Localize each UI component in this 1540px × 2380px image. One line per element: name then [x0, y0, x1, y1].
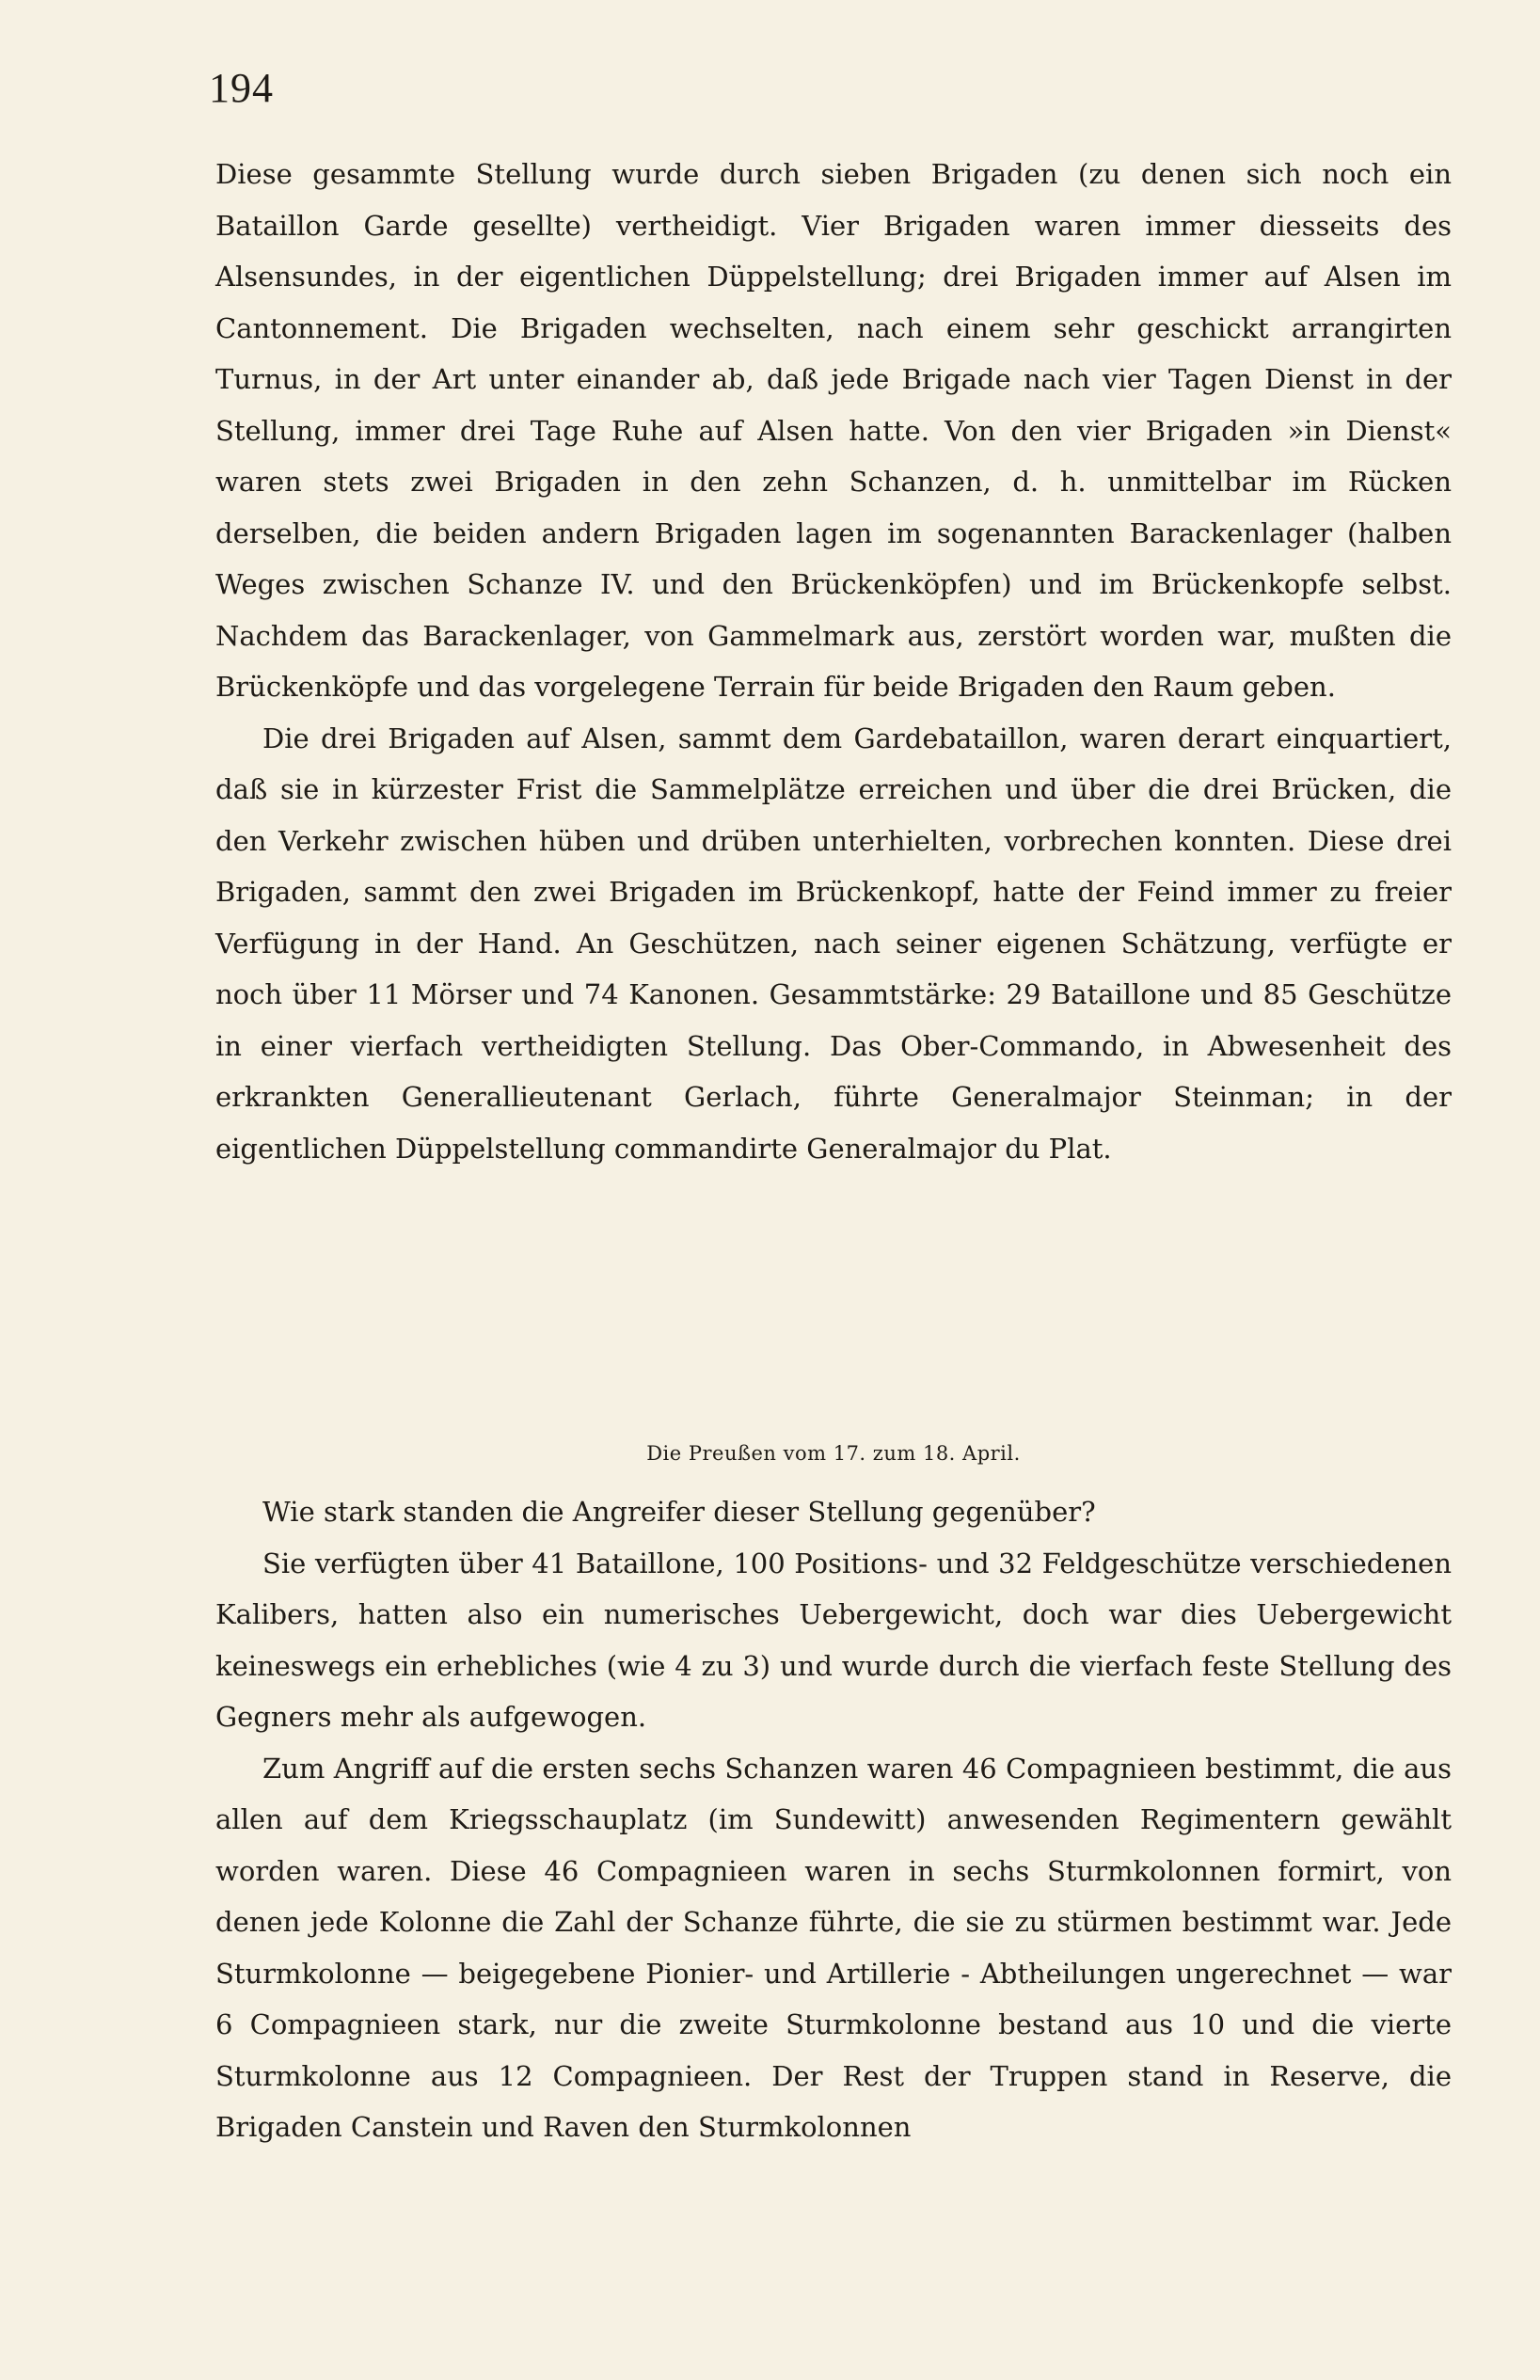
page-number: 194: [209, 65, 274, 111]
paragraph: Diese gesammte Stellung wurde durch sieben Brigaden (zu denen sich noch ein Bataillon Garde gesellte) vertheidigt. Vier Brigaden waren immer diesseits des Alsensundes, in der eigentlichen Düppelstellung; drei Brigaden immer auf Alsen im Cantonnement. Die Brigaden wechselten, nach einem sehr geschickt arrangirten Turnus, in der Art unter einander ab, daß jede Brigade nach vier Tagen Dienst in der Stellung, immer drei Tage Ruhe auf Alsen hatte. Von den vier Brigaden »in Dienst« waren stets zwei Brigaden in den zehn Schanzen, d. h. unmittelbar im Rücken derselben, die beiden andern Brigaden lagen im sogenannten Barackenlager (halben Weges zwischen Schanze IV. und den Brückenköpfen) und im Brückenkopfe selbst. Nachdem das Barackenlager, von Gammelmark aus, zerstört worden war, mußten die Brückenköpfe und das vorgelegene Terrain für beide Brigaden den Raum geben.: [215, 158, 1452, 703]
paragraph: Zum Angriff auf die ersten sechs Schanzen waren 46 Compagnieen bestimmt, die aus allen auf dem Kriegsschauplatz (im Sundewitt) anwesenden Regimentern gewählt worden waren. Diese 46 Compagnieen waren in sechs Sturmkolonnen formirt, von denen jede Kolonne die Zahl der Schanze führte, die sie zu stürmen bestimmt war. Jede Sturmkolonne — beigegebene Pionier- und Artillerie - Abtheilungen ungerechnet — war 6 Compagnieen stark, nur die zweite Sturmkolonne bestand aus 10 und die vierte Sturmkolonne aus 12 Compagnieen. Der Rest der Truppen stand in Reserve, die Brigaden Canstein und Raven den Sturmkolonnen: [215, 1752, 1452, 2143]
section-defenders: [215, 149, 1452, 1174]
paragraph: Wie stark standen die Angreifer dieser Stellung gegenüber?: [262, 1496, 1096, 1528]
section-attackers: [215, 1486, 1452, 2153]
paragraph: Sie verfügten über 41 Bataillone, 100 Positions- und 32 Feldgeschütze verschiedenen Kalibers, hatten also ein numerisches Uebergewicht, doch war dies Uebergewicht keineswegs ein erhebliches (wie 4 zu 3) und wurde durch die vierfach feste Stellung des Gegners mehr als aufgewogen.: [215, 1547, 1452, 1733]
paragraph: Die drei Brigaden auf Alsen, sammt dem Gardebataillon, waren derart einquartiert, daß sie in kürzester Frist die Sammelplätze erreichen und über die drei Brücken, die den Verkehr zwischen hüben und drüben unterhielten, vorbrechen konnten. Diese drei Brigaden, sammt den zwei Brigaden im Brückenkopf, hatte der Feind immer zu freier Verfügung in der Hand. An Geschützen, nach seiner eigenen Schätzung, verfügte er noch über 11 Mörser und 74 Kanonen. Gesammtstärke: 29 Bataillone und 85 Geschütze in einer vierfach vertheidigten Stellung. Das Ober-Commando, in Abwesenheit des erkrankten Generallieutenant Gerlach, führte Generalmajor Steinman; in der eigentlichen Düppelstellung commandirte Generalmajor du Plat.: [215, 722, 1452, 1165]
section-heading: Die Preußen vom 17. zum 18. April.: [646, 1442, 1021, 1465]
